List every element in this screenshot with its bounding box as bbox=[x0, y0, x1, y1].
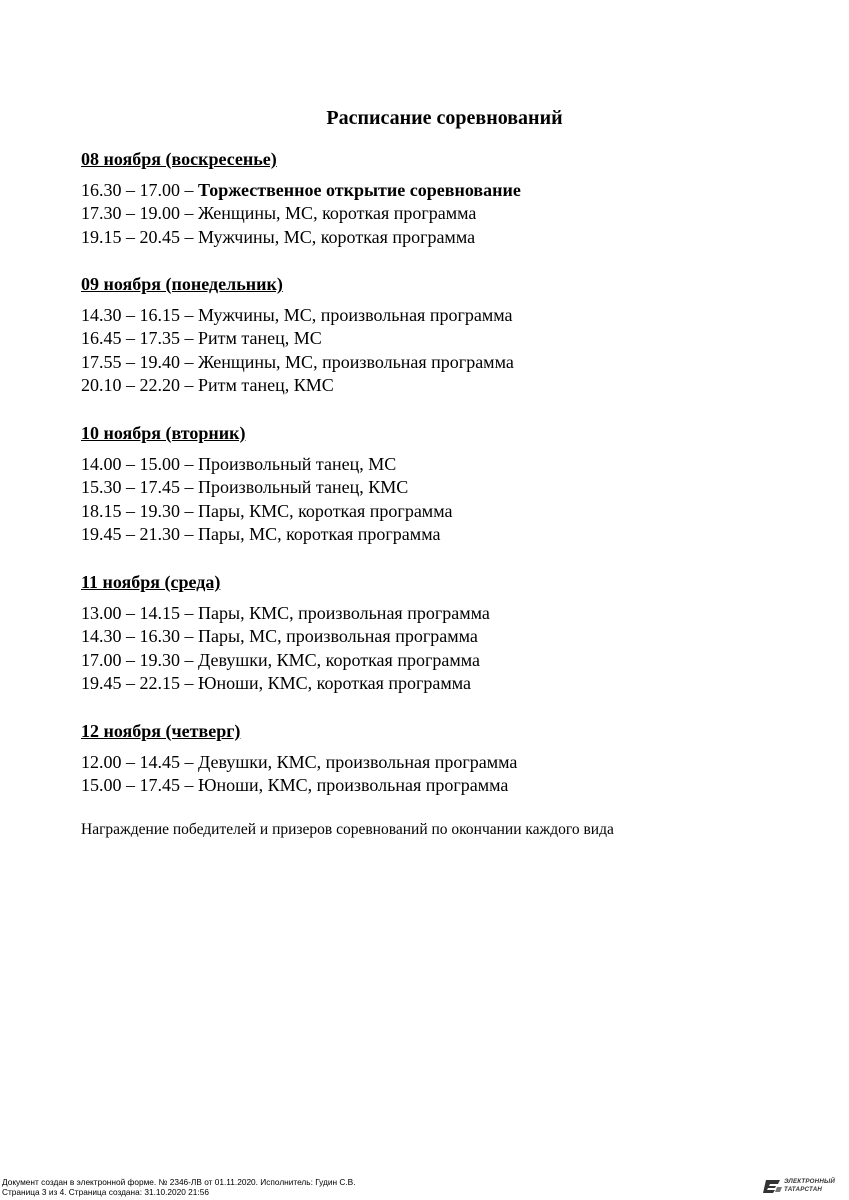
day-block bbox=[81, 571, 781, 695]
day-block bbox=[81, 273, 781, 397]
logo-line: ЭЛЕКТРОННЫЙ bbox=[784, 1178, 836, 1185]
awards-note: Награждение победителей и призеров соревнований по окончании каждого вида bbox=[81, 821, 614, 838]
event-row bbox=[81, 226, 781, 249]
event-row bbox=[81, 672, 781, 695]
logo-icon bbox=[763, 1178, 783, 1194]
event-row bbox=[81, 774, 781, 797]
event-time: 15.00 – 17.45 – bbox=[81, 775, 198, 796]
event-title: Пары, МС, короткая программа bbox=[198, 523, 441, 544]
event-time: 14.30 – 16.30 – bbox=[81, 626, 198, 647]
logo-text bbox=[784, 1178, 835, 1194]
event-title: Пары, КМС, короткая программа bbox=[198, 500, 453, 521]
event-title: Пары, МС, произвольная программа bbox=[198, 626, 478, 647]
event-row bbox=[81, 625, 781, 648]
day-header: 12 ноября (четверг) bbox=[81, 721, 241, 741]
event-time: 18.15 – 19.30 – bbox=[81, 500, 198, 521]
day-block bbox=[81, 148, 781, 249]
event-title: Пары, КМС, произвольная программа bbox=[198, 603, 490, 623]
event-title: Девушки, КМС, произвольная программа bbox=[198, 752, 518, 772]
electronic-tatarstan-logo bbox=[763, 1177, 841, 1195]
day-header: 08 ноября (воскресенье) bbox=[81, 149, 277, 169]
event-time: 12.00 – 14.45 – bbox=[81, 752, 198, 772]
event-row bbox=[81, 602, 781, 625]
event-row bbox=[81, 523, 781, 546]
day-header: 11 ноября (среда) bbox=[81, 572, 221, 592]
event-title: Мужчины, МС, произвольная программа bbox=[198, 305, 513, 325]
day-block bbox=[81, 720, 781, 798]
event-list bbox=[81, 304, 781, 397]
footer-page-info: Страница 3 из 4. Страница создана: 31.10.2020 21:56 bbox=[2, 1187, 209, 1197]
event-row bbox=[81, 453, 781, 476]
footer-document-info: Документ создан в электронной форме. № 2346-ЛВ от 01.11.2020. Исполнитель: Гудин С.В. bbox=[2, 1177, 356, 1187]
event-row bbox=[81, 351, 781, 374]
event-title: Девушки, КМС, короткая программа bbox=[198, 649, 480, 670]
document-footer bbox=[0, 1175, 849, 1200]
event-list bbox=[81, 179, 781, 249]
event-title: Женщины, МС, короткая программа bbox=[198, 203, 477, 224]
event-time: 13.00 – 14.15 – bbox=[81, 603, 198, 623]
event-time: 14.30 – 16.15 – bbox=[81, 305, 198, 325]
event-title: Ритм танец, КМС bbox=[198, 374, 334, 395]
event-list bbox=[81, 602, 781, 695]
day-block bbox=[81, 422, 781, 546]
event-time: 20.10 – 22.20 – bbox=[81, 374, 198, 395]
event-title: Торжественное открытие соревнование bbox=[198, 180, 521, 200]
event-row bbox=[81, 476, 781, 499]
event-row bbox=[81, 327, 781, 350]
event-row bbox=[81, 179, 781, 202]
event-time: 16.45 – 17.35 – bbox=[81, 328, 198, 349]
event-time: 19.45 – 22.15 – bbox=[81, 672, 198, 693]
event-time: 19.45 – 21.30 – bbox=[81, 523, 198, 544]
event-row bbox=[81, 304, 781, 327]
event-time: 15.30 – 17.45 – bbox=[81, 477, 198, 498]
event-title: Мужчины, МС, короткая программа bbox=[198, 226, 476, 247]
event-row bbox=[81, 751, 781, 774]
day-header: 09 ноября (понедельник) bbox=[81, 274, 283, 294]
event-time: 16.30 – 17.00 – bbox=[81, 180, 198, 200]
event-list bbox=[81, 751, 781, 798]
logo-line: ТАТАРСТАН bbox=[784, 1186, 823, 1193]
event-title: Произвольный танец, КМС bbox=[198, 477, 409, 498]
event-time: 17.30 – 19.00 – bbox=[81, 203, 198, 224]
event-row bbox=[81, 649, 781, 672]
event-title: Женщины, МС, произвольная программа bbox=[198, 351, 514, 372]
event-time: 17.55 – 19.40 – bbox=[81, 351, 198, 372]
day-header: 10 ноября (вторник) bbox=[81, 423, 246, 443]
event-title: Произвольный танец, МС bbox=[198, 454, 397, 474]
event-row bbox=[81, 500, 781, 523]
event-title: Юноши, КМС, короткая программа bbox=[198, 672, 471, 693]
event-time: 19.15 – 20.45 – bbox=[81, 226, 198, 247]
event-list bbox=[81, 453, 781, 546]
event-row bbox=[81, 202, 781, 225]
event-time: 17.00 – 19.30 – bbox=[81, 649, 198, 670]
page-title: Расписание соревнований bbox=[326, 107, 563, 129]
event-row bbox=[81, 374, 781, 397]
event-title: Ритм танец, МС bbox=[198, 328, 322, 349]
event-time: 14.00 – 15.00 – bbox=[81, 454, 198, 474]
event-title: Юноши, КМС, произвольная программа bbox=[198, 775, 509, 796]
